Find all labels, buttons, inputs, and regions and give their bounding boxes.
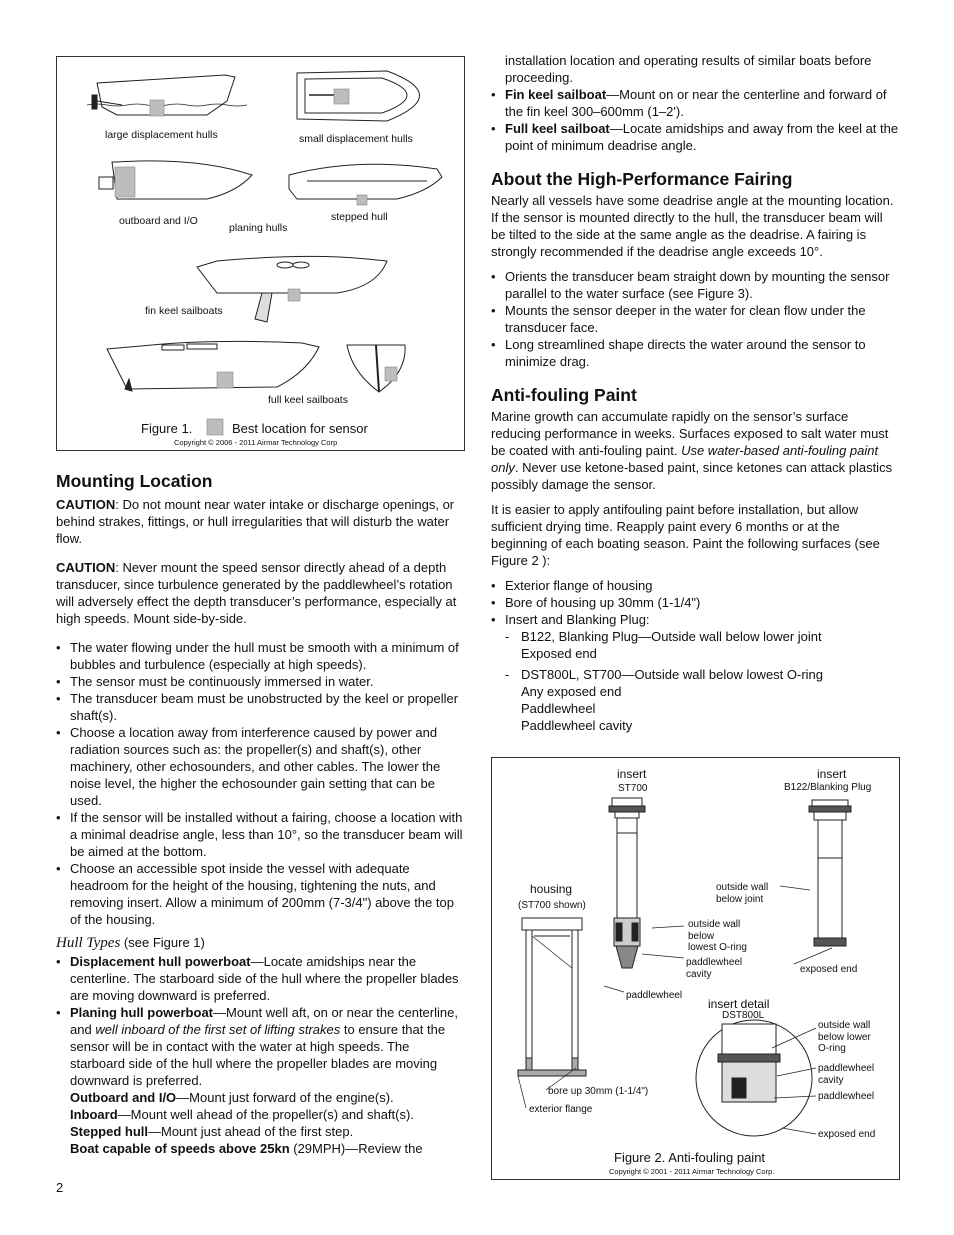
label-flange: exterior flange [529,1104,593,1115]
displacement-label: Displacement hull powerboat [70,954,251,969]
list-item: • Bore of housing up 30mm (1-1/4") [491,594,899,611]
stepped-label: Stepped hull [70,1124,148,1139]
figure-1-drawings [57,57,464,450]
paint-text-1 [491,408,899,493]
label-detail-paddlewheel: paddlewheel [818,1091,875,1102]
caution-2-label: CAUTION [56,560,116,575]
sub-item-2 [505,666,899,734]
list-item: • Choose an accessible spot inside the vessel with adequate headroom for the height of the housing, tightening the nuts, and removing insert. Allow a minimum of 200mm (7-3/4") above the top of the housing. [56,860,464,928]
list-item: • The transducer beam must be unobstructed by the keel or propeller shaft(s). [56,690,464,724]
stepped-hull-drawing [289,164,442,205]
list-item [491,86,899,120]
label-outside-wall-joint [716,882,768,905]
stepped-text: —Mount just ahead of the first step. [148,1124,354,1139]
label-bore: bore up 30mm (1-1/4") [548,1086,649,1097]
sub-item-2-line: Paddlewheel [521,701,596,716]
fin-keel-text: —Mount on or near the centerline and forward of the fin keel 300–600mm (1–2'). [505,87,887,119]
large-displacement-hull-drawing [87,75,247,116]
list-item: • Insert and Blanking Plug: [491,611,899,628]
best-location-swatch [207,419,223,435]
label-line: below lower [818,1031,871,1043]
inboard-text: —Mount well ahead of the propeller(s) and shaft(s). [117,1107,414,1122]
list-item: • Long streamlined shape directs the water around the sensor to minimize drag. [491,336,899,370]
label-fin-keel: fin keel sailboats [145,305,223,317]
caution-1-text: : Do not mount near water intake or discharge openings, or behind strakes, fittings, or hull irregularities that will disturb the water flow. [56,497,455,546]
label-line: O-ring [818,1043,846,1054]
full-keel-label: Full keel sailboat [505,121,610,136]
label-large-displacement: large displacement hulls [105,129,218,141]
figure-2 [491,757,900,1180]
paint-heading: Anti-fouling Paint [491,385,637,405]
label-line: outside wall [688,919,741,930]
label-insert-detail: insert detail [708,997,770,1011]
caution-2-text: : Never mount the speed sensor directly ahead of a depth transducer, since turbulence generated by the paddlewheel’s rotation will adversely effect the depth transducer’s performance, especially at high speeds. Mount side-by-side. [56,560,457,626]
label-line: below [688,930,715,942]
mounting-bullets [56,639,464,928]
mounting-heading: Mounting Location [56,471,213,491]
speeds-line [70,1140,464,1157]
caution-1 [56,496,464,547]
label-paddlewheel-cavity [686,957,742,980]
outboard-hull-drawing [99,161,252,199]
sub-item-2-line: Any exposed end [521,684,622,699]
list-item: • The sensor must be continuously immersed in water. [56,673,464,690]
label-line: cavity [818,1074,844,1086]
paint-text-2: It is easier to apply antifouling paint before installation, but allow sufficient drying time. Reapply paint every 6 months or at the beginning of each boating season. Paint the following surfaces (see Figure 2 ): [491,502,880,568]
paint-text-1a: Marine growth can accumulate rapidly on the sensor’s surface reducing performance in weeks. Surfaces exposed to salt water must be coated with anti-fouling paint. [491,409,889,458]
hull-types-title [56,934,464,952]
hull-types-ref: (see Figure 1) [120,935,205,950]
label-detail-oring [818,1020,871,1055]
left-column [56,470,464,1157]
continued-text: installation location and operating results of similar boats before proceeding. [505,53,872,85]
hull-types-list [56,953,464,1089]
full-keel-sailboat-front-drawing [347,345,405,392]
outboard-label: Outboard and I/O [70,1090,177,1105]
list-item: • Orients the transducer beam straight down by mounting the sensor parallel to the water surface (see Figure 3). [491,268,899,302]
sailboat-list [491,86,899,154]
label-detail-cavity [818,1063,874,1086]
inboard-line [70,1106,464,1123]
figure-2-copyright: Copyright © 2001 - 2011 Airmar Technology Corp. [609,1167,775,1176]
sub-item-1-line: - B122, Blanking Plug—Outside wall below lower joint [521,629,822,644]
label-paddlewheel: paddlewheel [626,990,683,1001]
fairing-heading: About the High-Performance Fairing [491,169,793,189]
list-item: • Exterior flange of housing [491,577,899,594]
fairing-text: Nearly all vessels have some deadrise angle at the mounting location. If the sensor is mounted directly to the hull, the transducer beam will be tilted to the side at the same angle as the deadrise. A fairing is strongly recommended if the deadrise angle exceeds 10°. [491,193,894,259]
figure-2-caption: Figure 2. Anti-fouling paint [614,1150,766,1165]
paint-text-1-italic: Use water-based anti-fouling paint only [491,443,879,475]
planing-text-1: —Mount well aft, on or near the centerline, and [70,1005,458,1037]
page-number: 2 [56,1180,64,1195]
label-line: cavity [686,968,712,980]
label-insert-2-model: B122/Blanking Plug [784,782,872,793]
label-outboard: outboard and I/O [119,215,198,227]
sub-item-1-line: Exposed end [521,646,597,661]
figure-1-copyright: Copyright © 2006 - 2011 Airmar Technology Corp [174,438,338,447]
figure-1-caption-prefix: Figure 1. [141,421,193,436]
label-insert-1-model: ST700 [618,783,648,794]
figure-1 [56,56,465,451]
housing-drawing [518,918,586,1076]
label-planing: planing hulls [229,222,288,234]
figure-1-caption-text: Best location for sensor [232,421,368,436]
planing-label: Planing hull powerboat [70,1005,213,1020]
stepped-line [70,1123,464,1140]
label-housing-model: (ST700 shown) [518,900,586,911]
label-insert-1: insert [617,767,647,781]
speeds-text: (29MPH)—Review the [289,1141,423,1156]
caution-2 [56,559,464,627]
label-insert-detail-model: DST800L [722,1010,765,1021]
sub-item-1 [505,628,899,662]
list-item: • Mounts the sensor deeper in the water for clean flow under the transducer face. [491,302,899,336]
label-line: below joint [716,893,764,905]
planing-italic: well inboard of the first set of lifting strakes [95,1022,341,1037]
right-column [491,52,899,734]
label-exposed-end: exposed end [800,964,858,975]
outboard-text: —Mount just forward of the engine(s). [176,1090,394,1105]
label-line: paddlewheel [686,957,743,968]
caution-1-label: CAUTION [56,497,116,512]
label-small-displacement: small displacement hulls [299,133,413,145]
displacement-text: —Locate amidships near the centerline. The starboard side of the hull where the propeller blades are moving downward is preferred. [70,954,459,1003]
list-item [56,1004,464,1089]
sub-item-2-line: - DST800L, ST700—Outside wall below lowest O-ring [521,667,824,682]
planing-text-2: to ensure that the sensor will be in contact with the water at high speeds. The starboard side of the hull where the propeller blades are moving downward is preferred. [70,1022,446,1088]
hull-types-title-text: Hull Types [56,935,121,951]
label-line: outside wall [716,882,769,893]
paint-text-1b: . Never use ketone-based paint, since ketones can attack plastics possibly damage the sensor. [491,460,893,492]
full-keel-sailboat-side-drawing [107,341,319,391]
insert-b122-drawing [809,800,851,946]
list-item [491,120,899,154]
outboard-line [70,1089,464,1106]
fin-keel-label: Fin keel sailboat [505,87,607,102]
list-item: • If the sensor will be installed without a fairing, choose a location with a minimal deadrise angle, less than 10°, so the transducer beam will be aimed at the bottom. [56,809,464,860]
list-item [56,953,464,1004]
small-displacement-hull-drawing [297,71,420,121]
label-line: lowest O-ring [688,942,747,953]
label-stepped: stepped hull [331,211,388,223]
label-detail-exposed: exposed end [818,1129,876,1140]
list-item: • The water flowing under the hull must be smooth with a minimum of bubbles and turbulence (especially at high speeds). [56,639,464,673]
label-outside-wall-oring [688,919,747,954]
fairing-bullets [491,268,899,370]
inboard-label: Inboard [70,1107,118,1122]
label-housing: housing [530,882,573,896]
label-line: outside wall [818,1020,871,1031]
paint-bullets [491,577,899,628]
sub-item-2-line: Paddlewheel cavity [521,718,633,733]
hull-types-extra [56,1089,464,1157]
full-keel-text: —Locate amidships and away from the keel at the point of minimum deadrise angle. [505,121,899,153]
insert-st700-drawing [609,798,645,968]
label-full-keel: full keel sailboats [268,394,348,406]
list-item: • Choose a location away from interference caused by power and radiation sources such as: the propeller(s) and shaft(s), other machinery, other echosounders, and other cables. The lower the noise level, the higher the echosounder gain setting that can be used. [56,724,464,809]
fin-keel-sailboat-drawing [197,256,387,322]
speeds-label: Boat capable of speeds above 25kn [70,1141,290,1156]
label-line: paddlewheel [818,1063,875,1074]
paint-sublist [491,628,899,734]
label-insert-2: insert [817,767,847,781]
